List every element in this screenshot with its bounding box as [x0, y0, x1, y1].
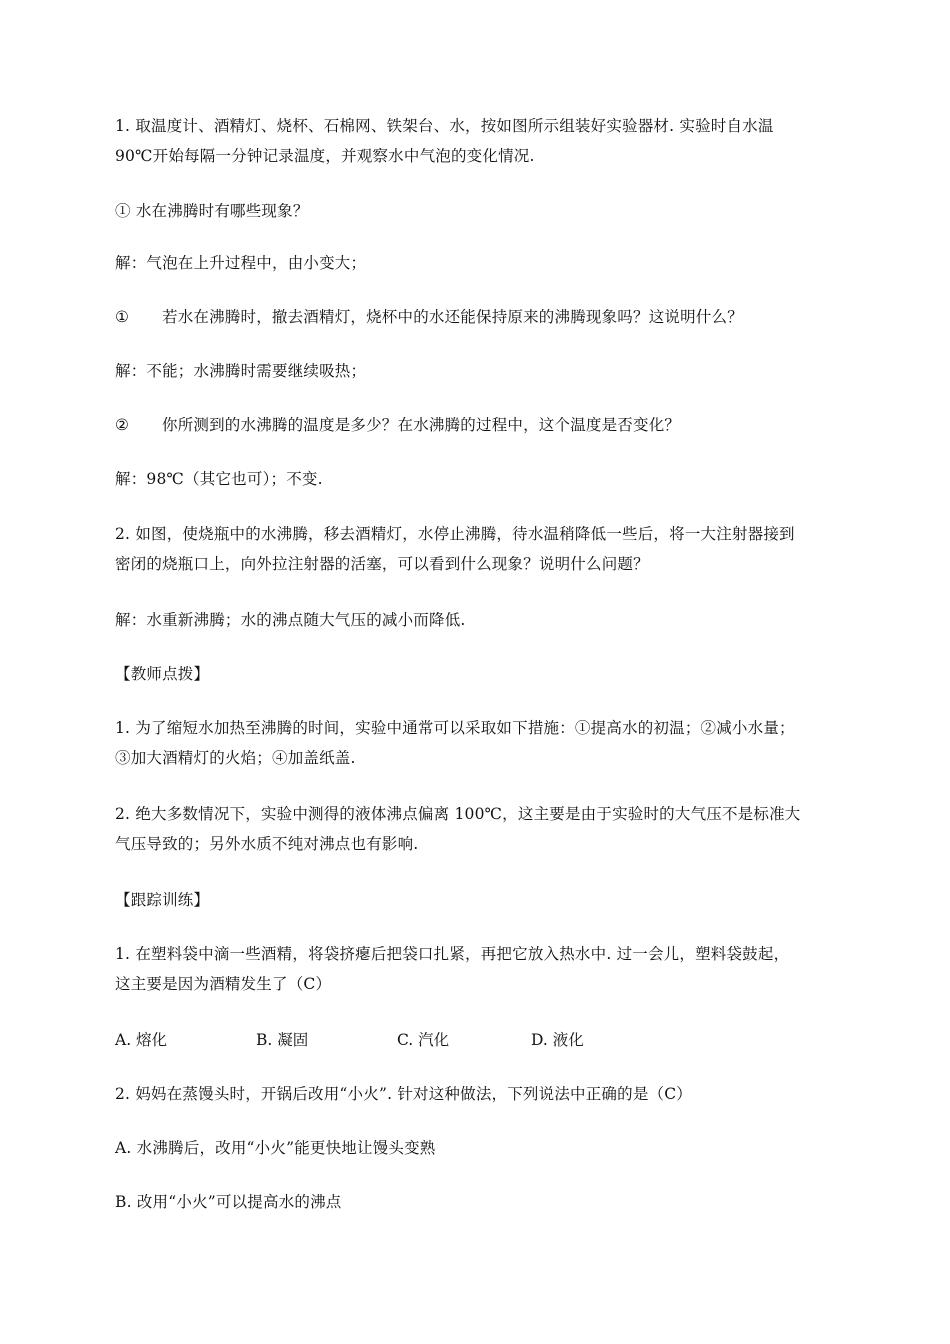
teacher-tip-1-line-1: 1. 为了缩短水加热至沸腾的时间，实验中通常可以采取如下措施：①提高水的初温；②减小水量； [115, 719, 795, 737]
teacher-tip-2-line-2: 气压导致的；另外水质不纯对沸点也有影响. [115, 835, 419, 853]
training-question-2-option-b: B. 改用“小火”可以提高水的沸点 [115, 1193, 342, 1211]
experiment-question-1-line-1: 1. 取温度计、酒精灯、烧杯、石棉网、铁架台、水，按如图所示组装好实验器材. 实验时自水温 [115, 117, 774, 135]
training-heading: 【跟踪训练】 [115, 891, 210, 909]
teacher-tip-2 [115, 799, 835, 859]
sub-answer-2: 解：不能；水沸腾时需要继续吸热； [115, 362, 367, 380]
experiment-answer-2: 解：水重新沸腾；水的沸点随大气压的减小而降低. [115, 611, 466, 629]
sub-question-2-text: 若水在沸腾时，撤去酒精灯，烧杯中的水还能保持原来的沸腾现象吗？这说明什么？ [162, 308, 743, 326]
teacher-tip-1 [115, 713, 835, 773]
experiment-question-2-line-1: 2. 如图，使烧瓶中的水沸腾，移去酒精灯，水停止沸腾，待水温稍降低一些后，将一大注射器接到 [115, 525, 795, 543]
training-question-1-option-c: C. 汽化 [397, 1031, 450, 1049]
training-question-1-line-2: 这主要是因为酒精发生了（C） [115, 975, 332, 993]
experiment-question-2 [115, 519, 835, 579]
sub-question-3-text: 你所测到的水沸腾的温度是多少？在水沸腾的过程中，这个温度是否变化？ [162, 416, 681, 434]
training-question-1 [115, 939, 835, 999]
sub-answer-3: 解：98℃（其它也可）；不变. [115, 470, 323, 488]
training-question-2-option-a: A. 水沸腾后，改用“小火”能更快地让馒头变熟 [115, 1139, 436, 1157]
training-question-1-option-a: A. 熔化 [115, 1031, 168, 1049]
teacher-tip-1-line-2: ③加大酒精灯的火焰；④加盖纸盖. [115, 749, 356, 767]
training-question-1-option-d: D. 液化 [531, 1031, 584, 1049]
experiment-question-2-line-2: 密闭的烧瓶口上，向外拉注射器的活塞，可以看到什么现象？说明什么问题？ [115, 555, 649, 573]
sub-answer-1: 解：气泡在上升过程中，由小变大； [115, 254, 367, 272]
teacher-tips-heading: 【教师点拨】 [115, 665, 210, 683]
sub-question-3-number: ② [115, 416, 130, 434]
training-question-1-line-1: 1. 在塑料袋中滴一些酒精，将袋挤瘪后把袋口扎紧，再把它放入热水中. 过一会儿，塑料袋鼓起， [115, 945, 790, 963]
training-question-2: 2. 妈妈在蒸馒头时，开锅后改用“小火”. 针对这种做法，下列说法中正确的是（C） [115, 1085, 692, 1103]
experiment-question-1 [115, 111, 835, 171]
sub-question-1: ① 水在沸腾时有哪些现象？ [115, 202, 309, 220]
training-question-1-option-b: B. 凝固 [256, 1031, 309, 1049]
sub-question-2-number: ① [115, 308, 130, 326]
sub-question-3 [115, 410, 835, 440]
teacher-tip-2-line-1: 2. 绝大多数情况下，实验中测得的液体沸点偏离 100℃，这主要是由于实验时的大气压不是标准大 [115, 805, 801, 823]
sub-question-2 [115, 302, 835, 332]
experiment-question-1-line-2: 90℃开始每隔一分钟记录温度，并观察水中气泡的变化情况. [115, 147, 535, 165]
